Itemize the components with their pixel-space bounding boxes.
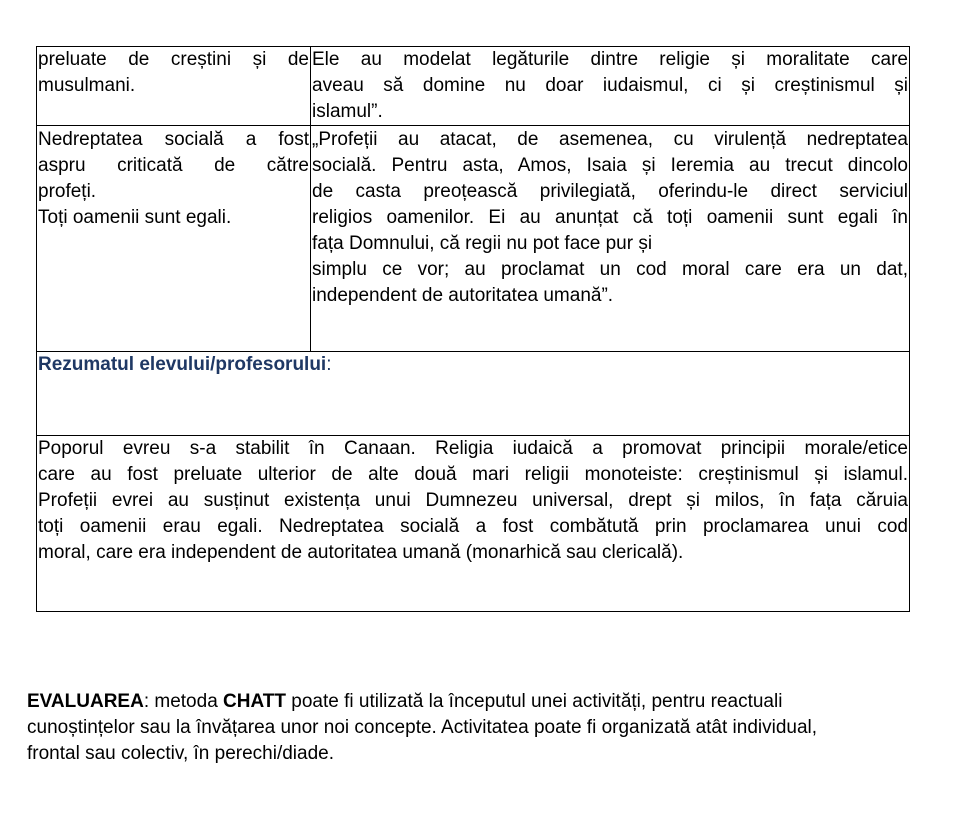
table-cell-left: [37, 47, 311, 126]
text-line: aspru criticată de către: [38, 155, 309, 176]
table-row: [37, 436, 910, 612]
table-cell-right: [311, 126, 910, 352]
text-line: islamul”.: [312, 101, 383, 122]
text-line: musulmani.: [38, 75, 136, 96]
table-cell-right: [311, 47, 910, 126]
summary-heading: Rezumatul elevului/profesorului: [38, 354, 327, 375]
summary-heading-cell: [37, 352, 910, 436]
text-line: Ele au modelat legăturile dintre religie și moralitate care: [312, 49, 908, 70]
text-line: Nedreptatea socială a fost: [38, 129, 309, 150]
text-line: profeți.: [38, 181, 97, 202]
summary-line: Poporul evreu s-a stabilit în Canaan. Religia iudaică a promovat principii morale/etice: [38, 438, 908, 459]
summary-text-cell: [37, 436, 910, 612]
content-table: [36, 46, 910, 612]
text-line: simplu ce vor; au proclamat un cod moral care era un dat,: [312, 259, 908, 280]
evaluation-sep: : metoda: [143, 691, 224, 712]
evaluation-line: [27, 689, 964, 715]
table-row: [37, 47, 910, 126]
text-line: „Profeții au atacat, de asemenea, cu virulență nedreptatea: [312, 129, 908, 150]
summary-line: care au fost preluate ulterior de alte două mari religii monoteiste: creștinismul și islamul.: [38, 464, 908, 485]
table-cell-left: [37, 126, 311, 352]
text-line: independent de autoritatea umană”.: [312, 285, 614, 306]
evaluation-line: cunoștințelor sau la învățarea unor noi concepte. Activitatea poate fi organizată atât individual,: [27, 717, 818, 738]
summary-line: toți oamenii erau egali. Nedreptatea socială a fost combătută prin proclamarea unui cod: [38, 516, 908, 537]
evaluation-text: poate fi utilizată la începutul unei activități, pentru reactuali: [286, 691, 783, 712]
summary-line: moral, care era independent de autoritatea umană (monarhică sau clericală).: [38, 542, 684, 563]
table-row: [37, 352, 910, 436]
text-line: de casta preoțească privilegiată, oferindu-le direct serviciul: [312, 181, 908, 202]
text-line: religios oamenilor. Ei au anunțat că toți oamenii sunt egali în: [312, 207, 908, 228]
text-line: aveau să domine nu doar iudaismul, ci și creștinismul și: [312, 75, 908, 96]
text-line: fața Domnului, că regii nu pot face pur și: [312, 233, 653, 254]
evaluation-method: CHATT: [223, 691, 287, 712]
summary-line: Profeții evrei au susținut existența unui Dumnezeu universal, drept și milos, în fața căruia: [38, 490, 908, 511]
evaluation-line: frontal sau colectiv, în perechi/diade.: [27, 743, 334, 764]
text-line: Toți oamenii sunt egali.: [38, 207, 232, 228]
text-line: preluate de creștini și de: [38, 49, 309, 70]
text-line: socială. Pentru asta, Amos, Isaia și Ieremia au trecut dincolo: [312, 155, 908, 176]
evaluation-label: EVALUAREA: [27, 691, 144, 712]
summary-colon: :: [326, 354, 332, 375]
evaluation-paragraph: [27, 689, 964, 767]
table-row: [37, 126, 910, 352]
